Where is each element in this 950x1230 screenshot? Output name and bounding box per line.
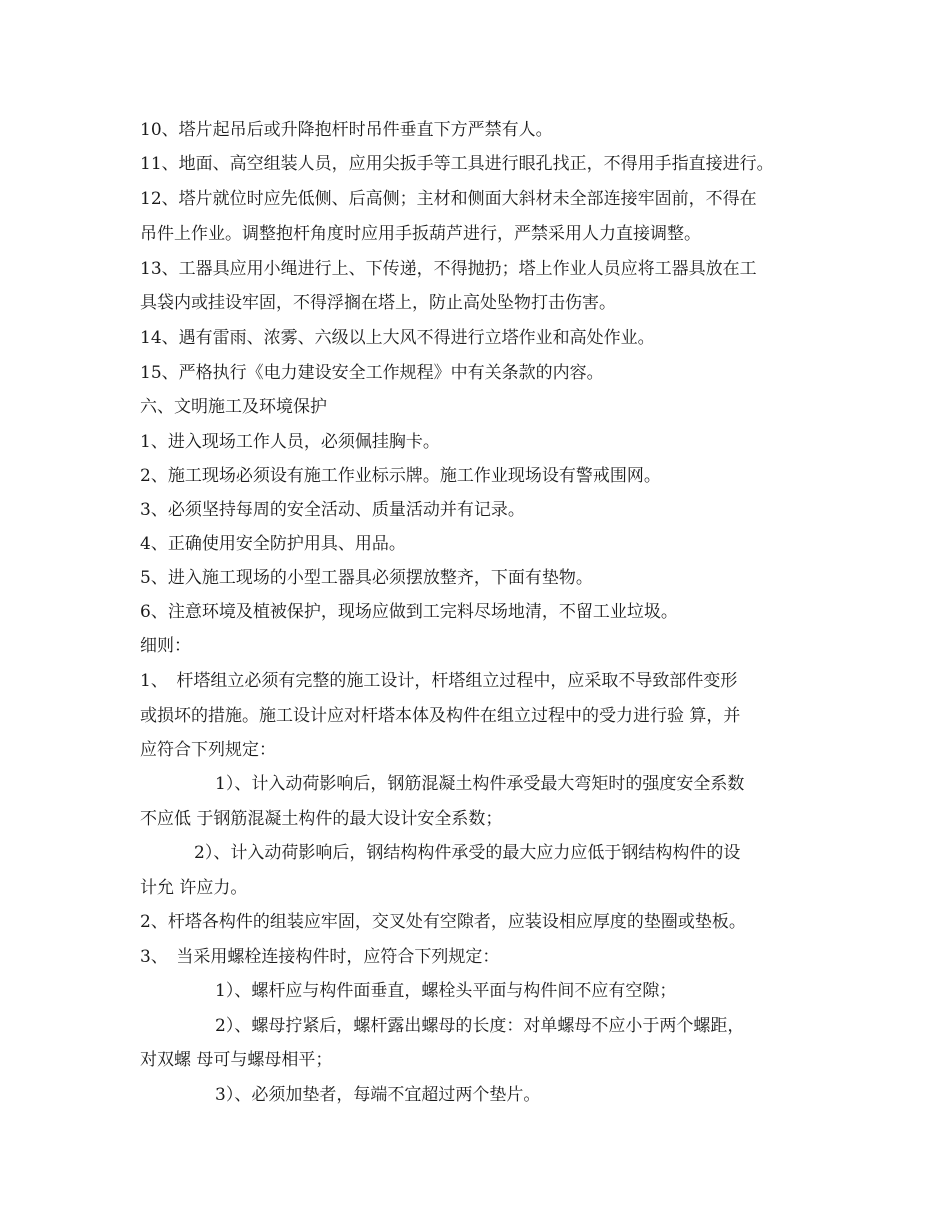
text-line-10: 1、进入现场工作人员，必须佩挂胸卡。 xyxy=(140,432,440,452)
text-line-15: 6、注意环境及植被保护，现场应做到工完料尽场地清，不留工业垃圾。 xyxy=(140,602,678,622)
text-line-19: 应符合下列规定： xyxy=(140,740,276,760)
text-line-6: 具袋内或挂设牢固，不得浮搁在塔上，防止高处坠物打击伤害。 xyxy=(140,293,616,313)
section-heading: 六、文明施工及环境保护 xyxy=(140,397,327,417)
text-line-24: 2、杆塔各构件的组装应牢固，交叉处有空隙者，应装设相应厚度的垫圈或垫板。 xyxy=(140,912,746,932)
text-line-7: 14、遇有雷雨、浓雾、六级以上大风不得进行立塔作业和高处作业。 xyxy=(140,328,655,348)
text-line-12: 3、必须坚持每周的安全活动、质量活动并有记录。 xyxy=(140,500,525,520)
text-line-4: 吊件上作业。调整抱杆角度时应用手扳葫芦进行，严禁采用人力直接调整。 xyxy=(140,224,701,244)
text-line-22: 2）、计入动荷影响后，钢结构构件承受的最大应力应低于钢结构构件的设 xyxy=(194,843,741,863)
text-line-3: 12、塔片就位时应先低侧、后高侧；主材和侧面大斜材未全部连接牢固前，不得在 xyxy=(140,189,757,209)
text-line-29: 3）、必须加垫者，每端不宜超过两个垫片。 xyxy=(215,1085,541,1105)
text-line-23: 计允 许应力。 xyxy=(140,878,248,898)
text-line-2: 11、地面、高空组装人员，应用尖扳手等工具进行眼孔找正，不得用手指直接进行。 xyxy=(140,154,774,174)
text-line-14: 5、进入施工现场的小型工器具必须摆放整齐，下面有垫物。 xyxy=(140,568,593,588)
text-line-1: 10、塔片起吊后或升降抱杆时吊件垂直下方严禁有人。 xyxy=(140,120,553,140)
text-line-21: 不应低 于钢筋混凝土构件的最大设计安全系数； xyxy=(140,809,503,829)
text-line-28: 对双螺 母可与螺母相平； xyxy=(140,1050,333,1070)
text-line-5: 13、工器具应用小绳进行上、下传递，不得抛扔；塔上作业人员应将工器具放在工 xyxy=(140,259,757,279)
text-line-13: 4、正确使用安全防护用具、用品。 xyxy=(140,534,406,554)
text-line-8: 15、严格执行《电力建设安全工作规程》中有关条款的内容。 xyxy=(140,363,604,383)
text-line-11: 2、施工现场必须设有施工作业标示牌。施工作业现场设有警戒围网。 xyxy=(140,466,661,486)
subsection-heading: 细则： xyxy=(140,636,191,656)
text-line-26: 1）、螺杆应与构件面垂直，螺栓头平面与构件间不应有空隙； xyxy=(215,981,677,1001)
text-line-27: 2）、螺母拧紧后，螺杆露出螺母的长度：对单螺母不应小于两个螺距， xyxy=(215,1016,745,1036)
text-line-17: 1、 杆塔组立必须有完整的施工设计，杆塔组立过程中，应采取不导致部件变形 xyxy=(140,671,738,691)
text-line-18: 或损坏的措施。施工设计应对杆塔本体及构件在组立过程中的受力进行验 算，并 xyxy=(140,706,741,726)
text-line-25: 3、 当采用螺栓连接构件时，应符合下列规定： xyxy=(140,947,500,967)
text-line-20: 1）、计入动荷影响后，钢筋混凝土构件承受最大弯矩时的强度安全系数 xyxy=(215,774,745,794)
